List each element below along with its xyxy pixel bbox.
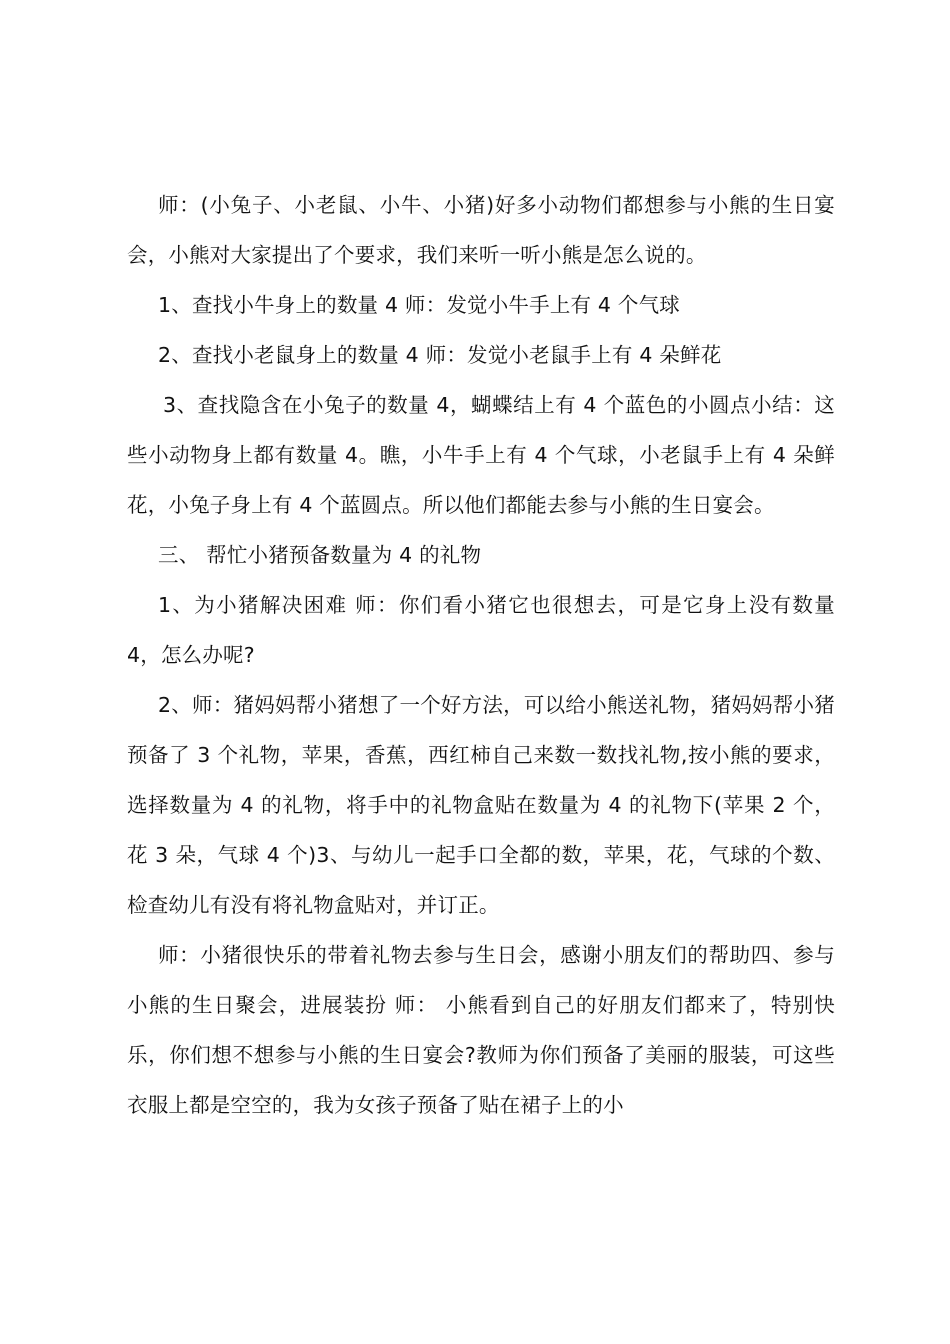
paragraph-help-pig-2: 2、师：猪妈妈帮小猪想了一个好方法，可以给小熊送礼物，猪妈妈帮小猪预备了 3 个礼物，苹果，香蕉，西红柿自己来数一数找礼物,按小熊的要求，选择数量为 4 的礼物，将手中的礼物盒贴在数量为 4 的礼物下(苹果 2 个，花 3 朵，气球 4 个)3、与幼儿一起手口全都的数，苹果，花，气球的个数、检查幼儿有没有将礼物盒贴对，并订正。 <box>127 693 835 917</box>
paragraph-help-pig-1: 1、为小猪解决困难 师：你们看小猪它也很想去，可是它身上没有数量 4，怎么办呢? <box>127 593 835 667</box>
paragraph-step-3: 3、查找隐含在小兔子的数量 4，蝴蝶结上有 4 个蓝色的小圆点小结：这些小动物身上都有数量 4。瞧，小牛手上有 4 个气球，小老鼠手上有 4 朵鲜花，小兔子身上有 4 个蓝圆点。所以他们都能去参与小熊的生日宴会。 <box>127 393 835 517</box>
paragraph-intro: 师：(小兔子、小老鼠、小牛、小猪)好多小动物们都想参与小熊的生日宴会，小熊对大家提出了个要求，我们来听一听小熊是怎么说的。 <box>127 193 835 267</box>
document-body <box>127 180 835 1130</box>
paragraph-party: 师：小猪很快乐的带着礼物去参与生日会，感谢小朋友们的帮助四、参与小熊的生日聚会，进展装扮 师： 小熊看到自己的好朋友们都来了，特别快乐，你们想不想参与小熊的生日宴会?教师为你们预备了美丽的服装，可这些衣服上都是空空的，我为女孩子预备了贴在裙子上的小 <box>127 943 835 1117</box>
paragraph-step-1: 1、查找小牛身上的数量 4 师：发觉小牛手上有 4 个气球 <box>158 293 680 317</box>
section-heading-3: 三、 帮忙小猪预备数量为 4 的礼物 <box>158 543 482 567</box>
paragraph-step-2: 2、查找小老鼠身上的数量 4 师：发觉小老鼠手上有 4 朵鲜花 <box>158 343 722 367</box>
